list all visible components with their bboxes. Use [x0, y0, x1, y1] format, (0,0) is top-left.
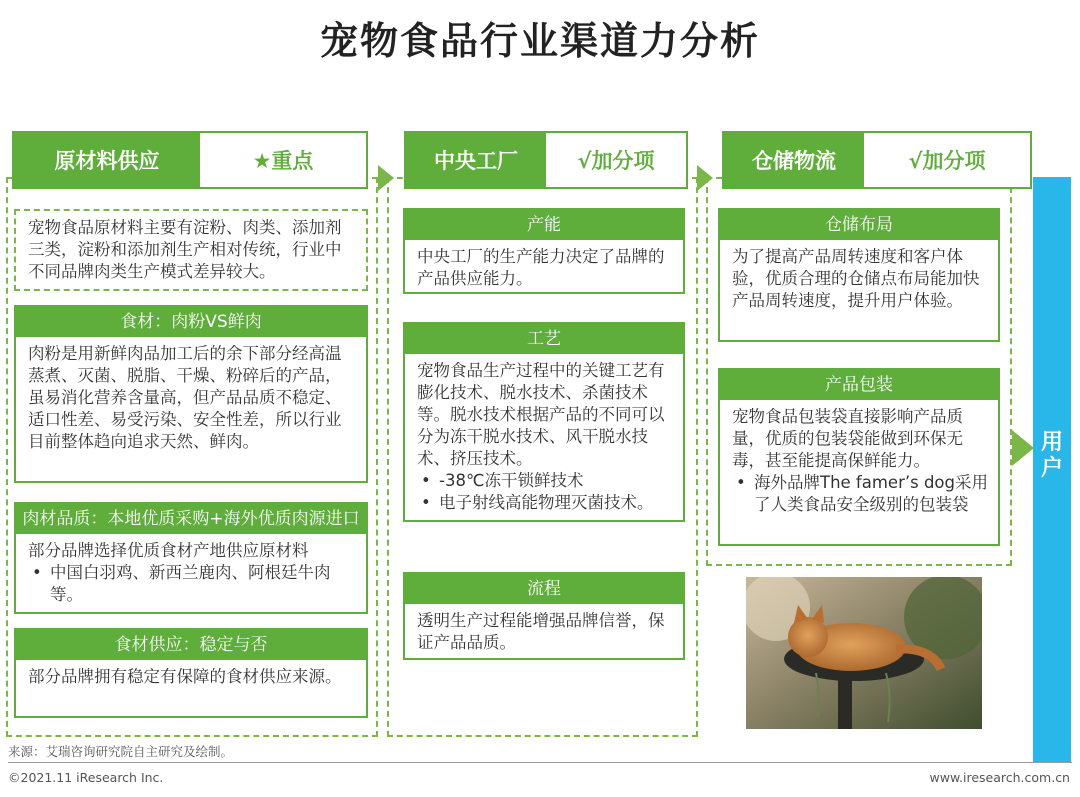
- process-tech-box-text: 宠物食品生产过程中的关键工艺有膨化技术、脱水技术、杀菌技术等。脱水技术根据产品的不同可以分为冻干脱水技术、风干脱水技术、挤压技术。: [417, 361, 665, 468]
- meat-quality-box: [14, 502, 368, 614]
- cat-photo: [746, 577, 982, 729]
- raw-material-intro-text: 宠物食品原材料主要有淀粉、肉类、添加剂三类，淀粉和添加剂生产相对传统，行业中不同品牌肉类生产模式差异较大。: [28, 218, 342, 281]
- central-factory-header-label: 中央工厂: [406, 133, 546, 187]
- copyright: ©2021.11 iResearch Inc.: [8, 770, 164, 785]
- user-label: 用户: [1040, 430, 1063, 481]
- meat-quality-bullet: • 中国白羽鸡、新西兰鹿肉、阿根廷牛肉等。: [28, 562, 356, 606]
- raw-material-header-label: 原材料供应: [14, 133, 200, 187]
- packaging-box-text: 宠物食品包装袋直接影响产品质量，优质的包装袋能做到环保无毒，甚至能提高保鲜能力。: [732, 407, 963, 470]
- key-point-tag: ★重点: [252, 149, 314, 173]
- bonus-tag: √加分项: [577, 149, 655, 173]
- workflow-box-text: 透明生产过程能增强品牌信誉，保证产品品质。: [417, 611, 665, 652]
- workflow-box: [403, 572, 685, 660]
- warehouse-layout-box: [718, 208, 1000, 342]
- capacity-box-heading: 产能: [405, 210, 683, 240]
- ingredient-box-heading: 食材：肉粉VS鲜肉: [16, 307, 366, 337]
- packaging-box: [718, 368, 1000, 546]
- logistics-header-label: 仓储物流: [724, 133, 864, 187]
- process-tech-box-heading: 工艺: [405, 324, 683, 354]
- process-tech-bullet: • 电子射线高能物理灭菌技术。: [417, 492, 673, 514]
- ingredient-box-text: 肉粉是用新鲜肉品加工后的余下部分经高温蒸煮、灭菌、脱脂、干燥、粉碎后的产品，虽易消化营养含量高，但产品品质不稳定、适口性差、易受污染、安全性差，所以行业目前整体趋向追求天然、鲜肉。: [28, 344, 342, 451]
- supply-stability-box: [14, 628, 368, 718]
- website: www.iresearch.com.cn: [929, 770, 1070, 785]
- arrow-right-icon: [1012, 430, 1034, 466]
- capacity-box: [403, 208, 685, 294]
- central-factory-header: [404, 131, 688, 189]
- warehouse-layout-box-heading: 仓储布局: [720, 210, 998, 240]
- supply-stability-box-heading: 食材供应：稳定与否: [16, 630, 366, 660]
- meat-quality-box-text: 部分品牌选择优质食材产地供应原材料: [28, 541, 309, 560]
- process-tech-bullet: • -38℃冻干锁鲜技术: [417, 470, 673, 492]
- source-note: 来源：艾瑞咨询研究院自主研究及绘制。: [8, 744, 234, 759]
- logistics-header: [722, 131, 1032, 189]
- supply-stability-box-text: 部分品牌拥有稳定有保障的食材供应来源。: [28, 667, 342, 686]
- ingredient-box: [14, 305, 368, 483]
- bonus-tag: √加分项: [908, 149, 986, 173]
- workflow-box-heading: 流程: [405, 574, 683, 604]
- page-title: 宠物食品行业渠道力分析: [319, 19, 760, 63]
- footer-divider: [8, 762, 1072, 763]
- raw-material-header: [12, 131, 368, 189]
- process-tech-box: [403, 322, 685, 522]
- raw-material-intro-box: [14, 209, 368, 291]
- warehouse-layout-box-text: 为了提高产品周转速度和客户体验，优质合理的仓储点布局能加快产品周转速度，提升用户体验。: [732, 247, 980, 310]
- capacity-box-text: 中央工厂的生产能力决定了品牌的产品供应能力。: [417, 247, 665, 288]
- packaging-box-heading: 产品包装: [720, 370, 998, 400]
- packaging-bullet: • 海外品牌The famer’s dog采用了人类食品安全级别的包装袋: [732, 472, 988, 516]
- meat-quality-box-heading: 肉材品质：本地优质采购+海外优质肉源进口: [16, 504, 366, 534]
